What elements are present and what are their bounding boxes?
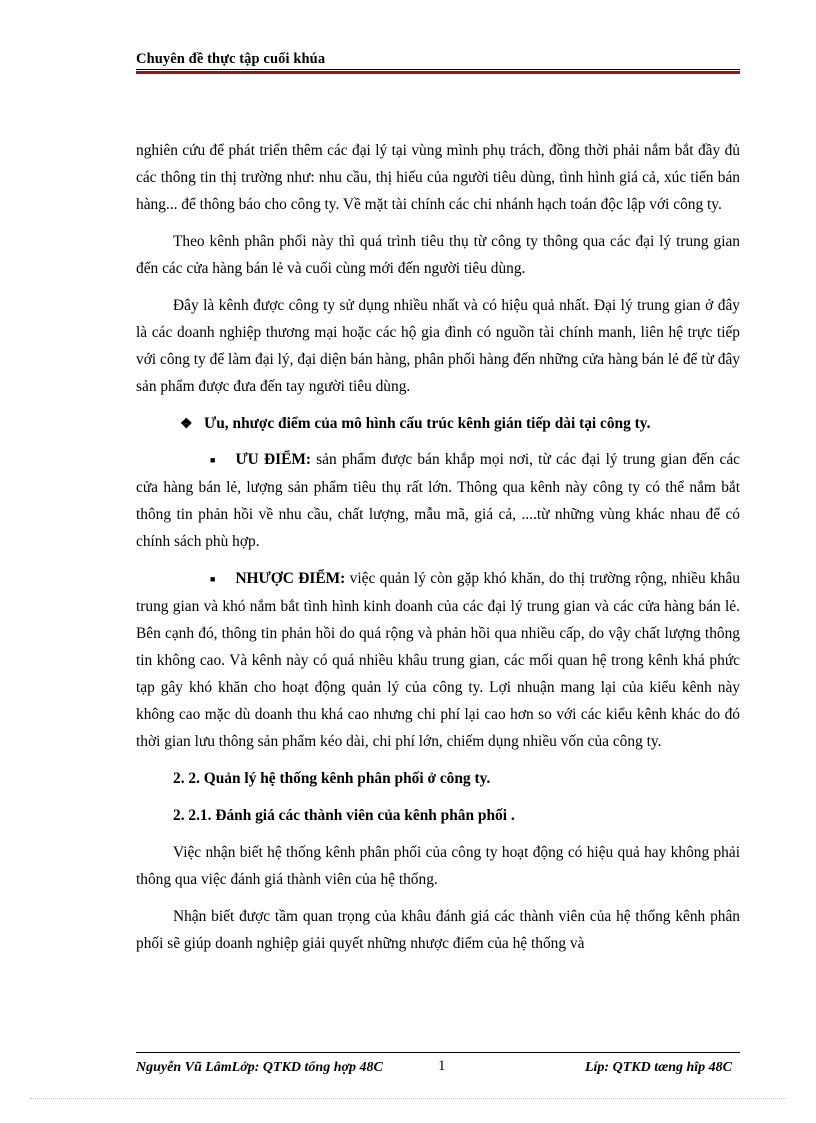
pros-cons-heading-text: Ưu, nhược điểm của mô hình cấu trúc kênh gián tiếp dài tại công ty.	[204, 415, 651, 432]
footer-class: Líp: QTKD tæng hîp 48C	[584, 1060, 732, 1075]
advantages-text: sản phẩm được bán khắp mọi nơi, từ các đại lý trung gian đến các cửa hàng bán lẻ, lượng sản phẩm tiêu thụ rất lớn. Thông qua kênh này công ty có thể nắm bắt thông tin phản hồi về nhu cầu, chất lượng, mẫu mã, giá cả, ....từ những vùng khác nhau để có chính sách phù hợp.	[136, 451, 740, 550]
paragraph-2: Theo kênh phân phối này thì quá trình tiêu thụ từ công ty thông qua các đại lý trung gian đến các cửa hàng bán lẻ và cuối cùng mới đến người tiêu dùng.	[136, 233, 740, 277]
page-boundary-dotted-line	[30, 1098, 786, 1099]
page-footer	[136, 1058, 740, 1080]
disadvantages-paragraph	[136, 565, 740, 755]
square-bullet-icon: ■	[210, 454, 216, 465]
paragraph-3: Đây là kênh được công ty sử dụng nhiều nhất và có hiệu quả nhất. Đại lý trung gian ở đây là các doanh nghiệp thương mại hoặc các hộ gia đình có nguồn tài chính manh, liên hệ trực tiếp với công ty để làm đại lý, đại diện bán hàng, phân phối hàng đến những cửa hàng bán lẻ để từ đây sản phẩm được đưa đến tay người tiêu dùng.	[136, 297, 740, 395]
paragraph-1: nghiên cứu để phát triển thêm các đại lý tại vùng mình phụ trách, đồng thời phải nắm bắt đầy đủ các thông tin thị trường như: nhu cầu, thị hiếu của người tiêu dùng, tình hình giá cả, xúc tiến bán hàng... để thông báo cho công ty. Về mặt tài chính các chi nhánh hạch toán độc lập với công ty.	[136, 142, 740, 213]
disadvantages-text: việc quản lý còn gặp khó khăn, do thị trường rộng, nhiều khâu trung gian và khó nắm bắt tình hình kinh doanh của các đại lý trung gian và các cửa hàng bán lẻ. Bên cạnh đó, thông tin phản hồi do quá rộng và phản hồi qua nhiều cấp, do vậy chất lượng thông tin không cao. Và kênh này có quá nhiều khâu trung gian, các mối quan hệ trong kênh khá phức tạp gây khó khăn cho hoạt động quản lý của công ty. Lợi nhuận mang lại của kiểu kênh này không cao mặc dù doanh thu khá cao nhưng chi phí lại cao hơn so với các kiểu kênh khác do đó thời gian lưu thông sản phẩm kéo dài, chi phí lớn, chiếm dụng nhiều vốn của công ty.	[136, 569, 740, 750]
page-number: 1	[438, 1058, 446, 1074]
heading-2-2-1: 2. 2.1. Đánh giá các thành viên của kênh phân phối .	[173, 806, 515, 824]
header-rule	[136, 69, 740, 74]
footer-rule	[136, 1052, 740, 1053]
section-heading-pros-cons	[136, 410, 740, 438]
advantages-paragraph	[136, 446, 740, 555]
advantages-label: ƯU ĐIỂM:	[235, 451, 311, 468]
footer-author: Nguyễn Vũ LâmLớp: QTKD tổng hợp 48C	[136, 1060, 383, 1075]
paragraph-4: Việc nhận biết hệ thống kênh phân phối của công ty hoạt động có hiệu quả hay không phải thông qua việc đánh giá thành viên của hệ thống.	[136, 843, 740, 888]
square-bullet-icon: ■	[210, 573, 216, 584]
document-body	[136, 137, 740, 967]
diamond-bullet-icon: ❖	[180, 417, 193, 432]
paragraph-5: Nhận biết được tầm quan trọng của khâu đánh giá các thành viên của hệ thống kênh phân phối sẽ giúp doanh nghiệp giải quyết những nhược điểm của hệ thống và	[136, 907, 740, 952]
page-header	[136, 50, 740, 68]
header-title: Chuyên đề thực tập cuối khúa	[136, 51, 326, 67]
heading-2-2: 2. 2. Quản lý hệ thống kênh phân phối ở công ty.	[173, 769, 491, 787]
disadvantages-label: NHƯỢC ĐIỂM:	[235, 569, 346, 587]
